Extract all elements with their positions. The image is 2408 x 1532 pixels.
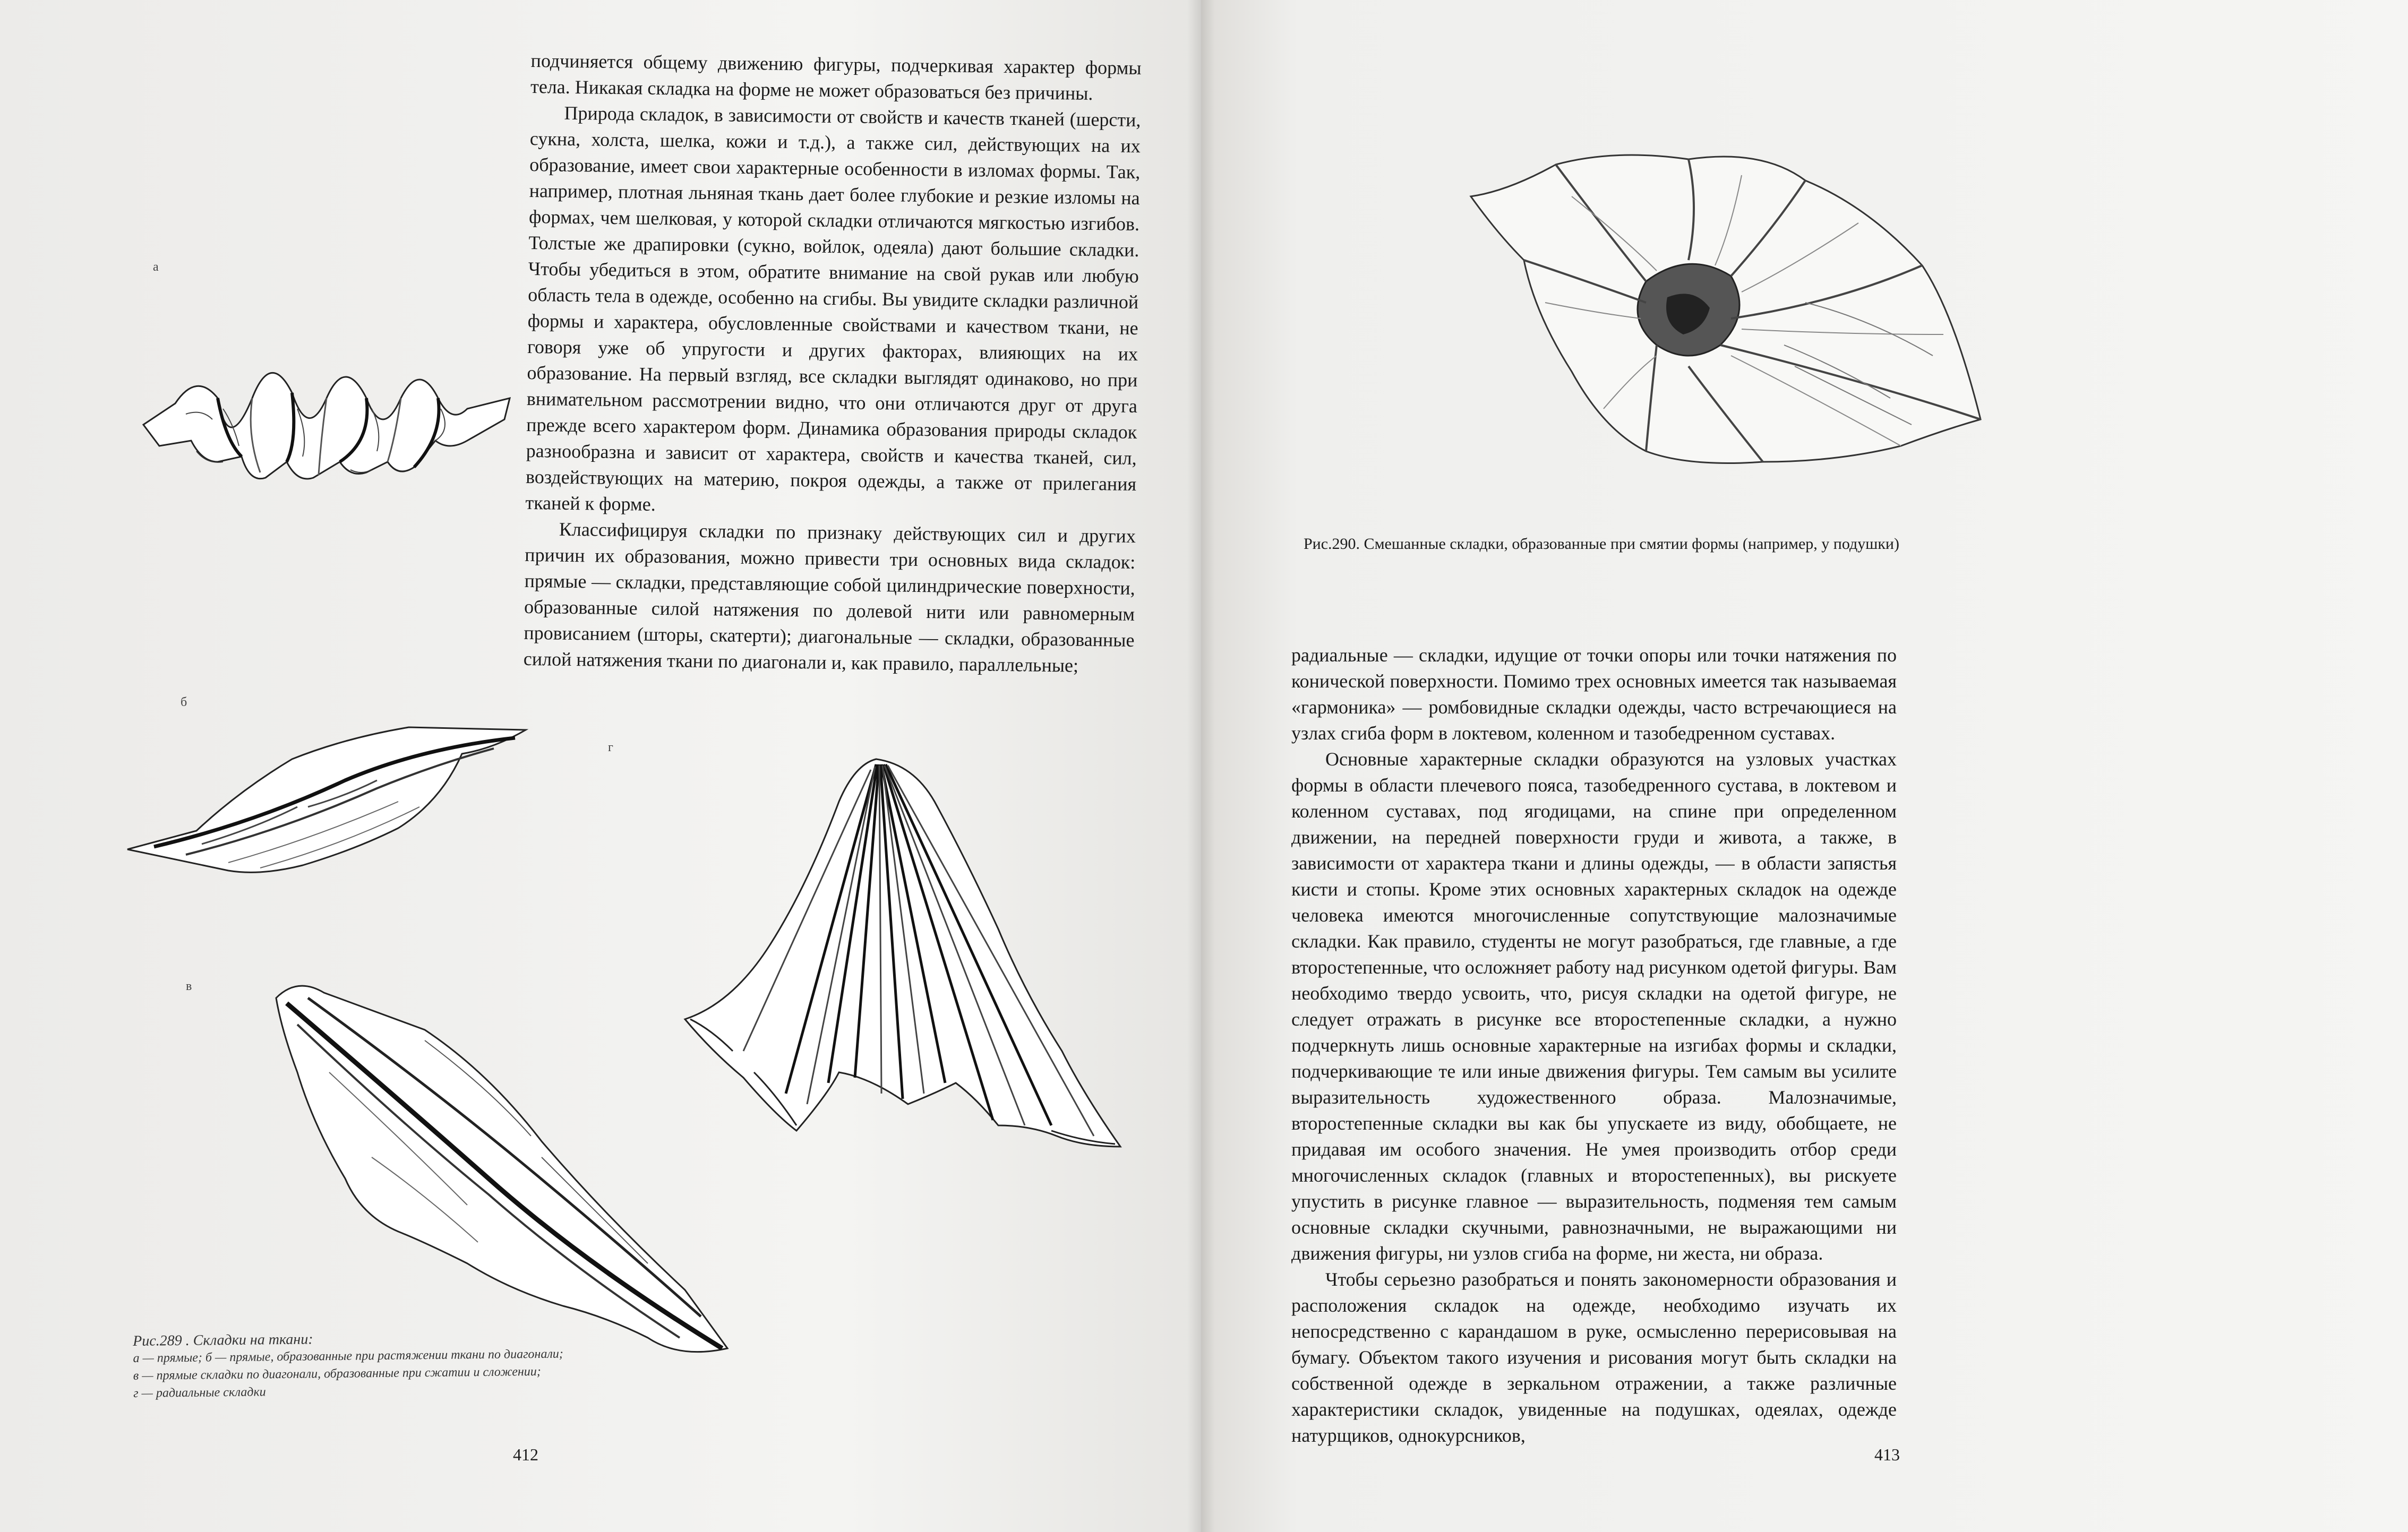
right-page-text bbox=[1291, 642, 1897, 1449]
figure-289-caption-line: г — радиальные складки bbox=[133, 1385, 266, 1400]
left-paragraph-2: Природа складок, в зависимости от свойств и качеств тканей (шерсти, сукна, холста, шелка, кожи и т.д.), а также сил, действующих на их образование, имеет свои характерные особенности в изломах формы. Так, например, плотная льняная ткань дает более глубокие и резкие изломы на формах, чем шелковая, у которой складки отличаются мягкостью изгибов. Толстые же драпировки (сукно, войлок, одеяла) дают большие складки. Чтобы убедиться в этом, обратите внимание на свой рукав или любую область тела в одежде, особенно на сгибы. Вы увидите складки различной формы и характера, обусловленные свойствами и качеством ткани, не говоря уже об упругости и других факторах, влияющих на их образование. На первый взгляд, все складки выглядят одинаково, но при внимательном рассмотрении видно, что они отличаются друг от друга прежде всего характером форм. Динамика образования природы складок разнообразна и зависит от характера, свойств и качества тканей, сил, воздействующих на материю, покроя одежды, а также от прилегания тканей к форме. bbox=[525, 102, 1141, 515]
figure-letter-b: б bbox=[181, 695, 187, 709]
left-paragraph-1: подчиняется общему движению фигуры, подчеркивая характер формы тела. Никакая складка на форме не может образоваться без причины. bbox=[530, 49, 1142, 104]
pillow-drawing bbox=[1466, 143, 1986, 472]
right-paragraph-3: Чтобы серьезно разобраться и понять закономерности образования и расположения складок на одежде, необходимо изучать их непосредственно с карандашом в руке, осмысленно перерисовывая на бумагу. Объектом такого изучения и рисования могут быть складки на собственной одежде в зеркальном отражении, а также различные характеристики складок, увиденные на подушках, одеялах, одежде натурщиков, однокурсников, bbox=[1291, 1269, 1897, 1446]
folds-drawing-v bbox=[265, 966, 743, 1370]
right-paragraph-2: Основные характерные складки образуются на узловых участках формы в области плечевого пояса, тазобедренного сустава, в локтевом и коленном суставах, под ягодицами, на спине при определенном движении, на передней поверхности груди и живота, а также, в зависимости от характера ткани и длины одежды, — в области запястья кисти и стопы. Кроме этих основных характерных складок на одежде человека имеются многочисленные сопутствующие малозначимые складки. Как правило, студенты не могут разобраться, где главные, а где второстепенные, что осложняет работу над рисунком одетой фигуры. Вам необходимо твердо усвоить, что, рисуя складки на одетой фигуре, не следует отражать в рисунке все второстепенные складки, а нужно подчеркнуть лишь основные характерные на изгибах формы и складки, подчеркивающие те или иные движения фигуры. Тем самым вы усилите выразительность художественного образа. Малозначимые, второстепенные складки вы как бы упускаете из виду, обобщаете, не придавая им особого значения. Не умея производить отбор среди многочисленных складок (главных и второстепенных), вы рискуете упустить в рисунке главное — выразительность, подменяя тем самым основные складки скучными, равнозначными, не выражающими ни движения фигуры, ни узлов сгиба на форме, ни жеста, ни образа. bbox=[1291, 748, 1897, 1264]
figure-letter-a: а bbox=[153, 260, 159, 274]
figure-289-caption-title: Рис.289 . Складки на ткани: bbox=[133, 1331, 313, 1349]
figure-290-caption: Рис.290. Смешанные складки, образованные при смятии формы (например, у подушки) bbox=[1304, 535, 1899, 553]
folds-drawing-g bbox=[680, 754, 1131, 1157]
left-paragraph-3: Классифицируя складки по признаку действующих сил и других причин их образования, можно привести три основных вида складок: прямые — складки, представляющие собой цилиндрические поверхности, образованные силой натяжения по долевой нити или равномерным провисанием (шторы, скатерти); диагональные — складки, образованные силой натяжения ткани по диагонали и, как правило, параллельные; bbox=[523, 518, 1136, 676]
folds-drawing-a bbox=[138, 319, 520, 494]
figure-289-caption-line: в — прямые складки по диагонали, образованные при сжатии и сложении; bbox=[133, 1364, 541, 1383]
left-page-text bbox=[524, 48, 1142, 679]
figure-letter-g: г bbox=[608, 741, 613, 754]
page-number-left: 412 bbox=[513, 1445, 538, 1464]
left-page bbox=[0, 0, 1201, 1532]
figure-289-caption-line: а — прямые; б — прямые, образованные при растяжении ткани по диагонали; bbox=[133, 1347, 563, 1365]
figure-289-caption bbox=[133, 1326, 770, 1402]
folds-drawing-b bbox=[122, 717, 536, 887]
page-number-right: 413 bbox=[1874, 1445, 1900, 1464]
figure-letter-v: в bbox=[186, 979, 192, 993]
book-gutter bbox=[1187, 0, 1215, 1532]
right-paragraph-1: радиальные — складки, идущие от точки опоры или точки натяжения по конической поверхности. Помимо трех основных имеется так называемая «гармоника» — ромбовидные складки одежды, часто встречающиеся на узлах сгиба форм в локтевом, коленном и тазобедренном суставах. bbox=[1291, 644, 1897, 744]
